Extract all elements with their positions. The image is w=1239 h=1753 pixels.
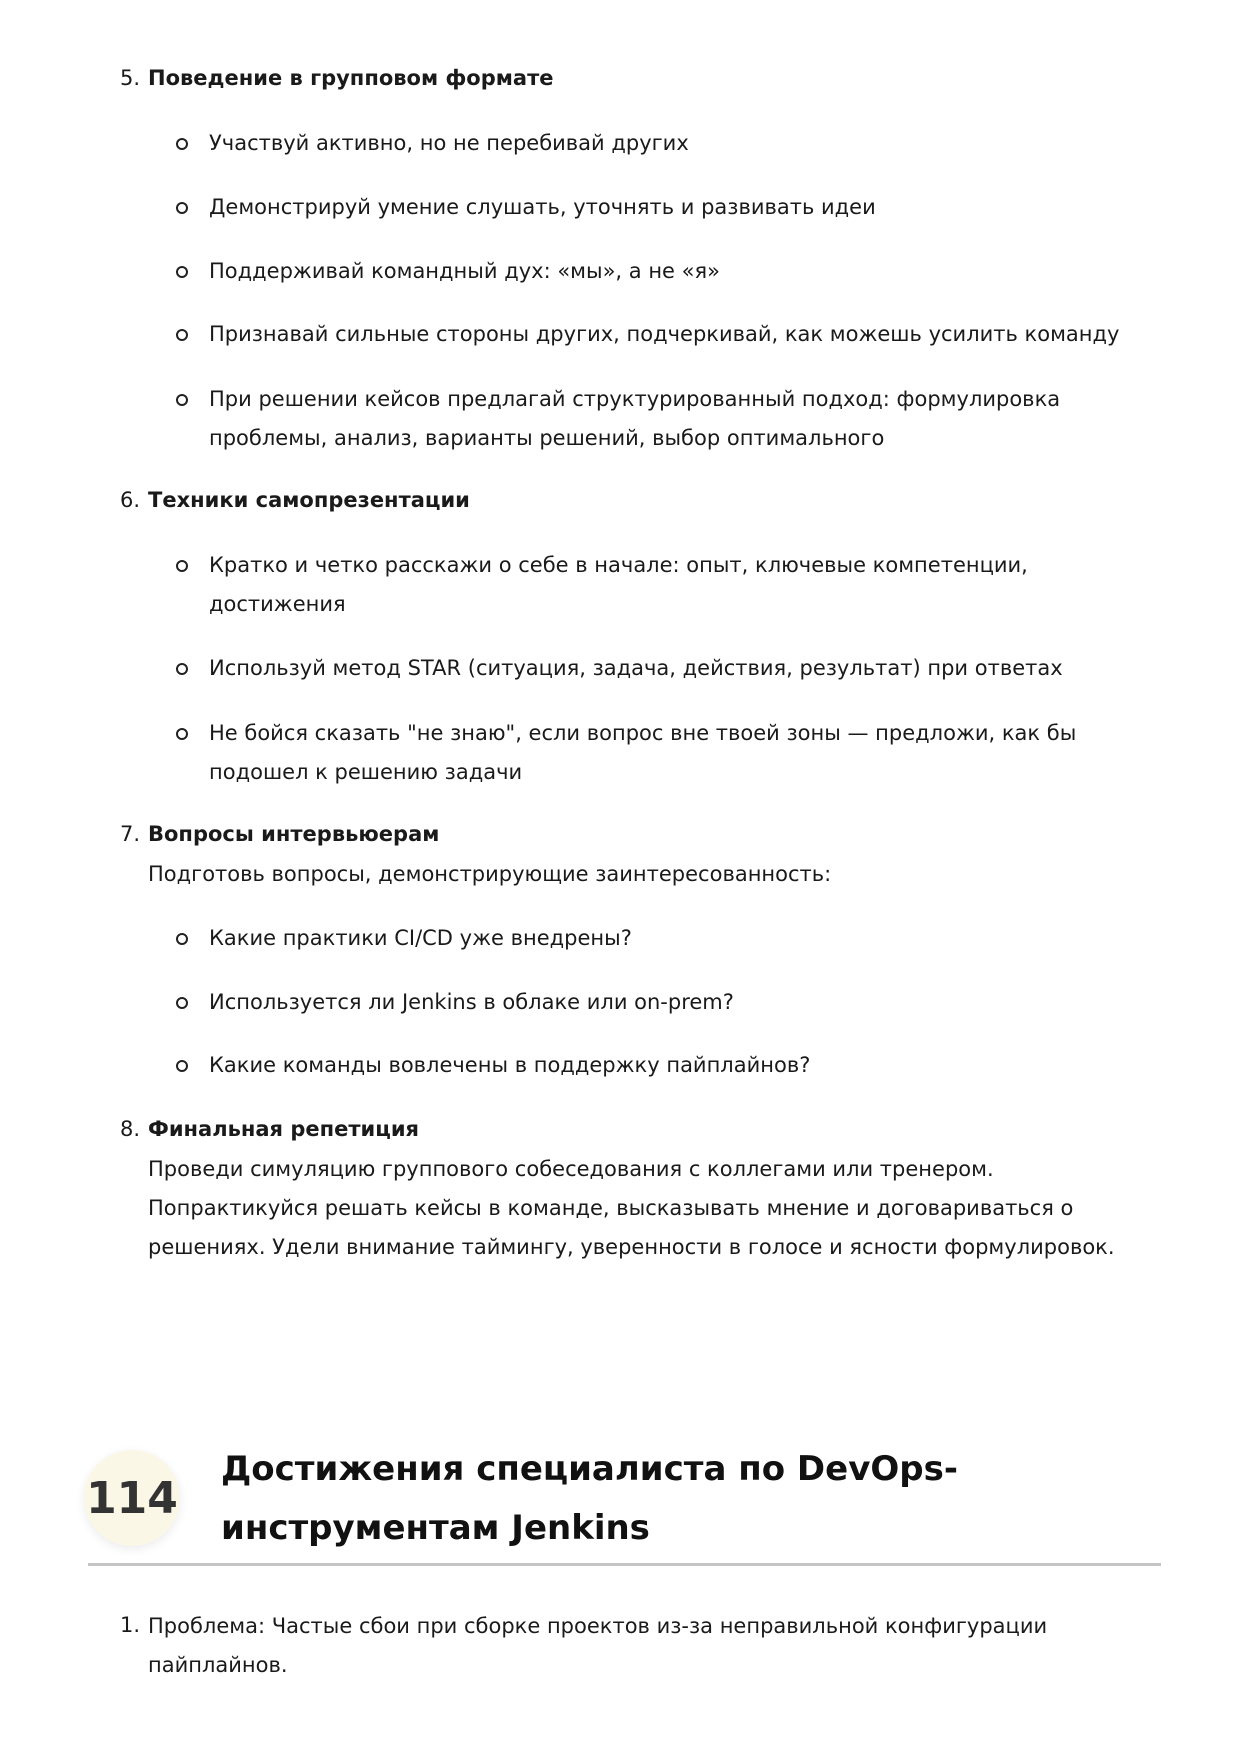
list-number: 5. xyxy=(120,66,141,90)
bullet-item: Используется ли Jenkins в облаке или on-prem? xyxy=(209,990,734,1014)
list-number: 8. xyxy=(120,1117,141,1141)
list-number: 1. xyxy=(120,1613,141,1637)
bullet-icon xyxy=(176,560,188,572)
bullet-item: Не бойся сказать "не знаю", если вопрос вне твоей зоны — предложи, как бы подошел к решению задачи xyxy=(209,721,1077,784)
bullet-icon xyxy=(176,138,188,150)
bullet-icon xyxy=(176,663,188,675)
section-text: Проведи симуляцию группового собеседования с коллегами или тренером. Попрактикуйся решать кейсы в команде, высказывать мнение и договариваться о решениях. Удели внимание таймингу, уверенности в голосе и ясности формулировок. xyxy=(148,1157,1115,1259)
bullet-item: Кратко и четко расскажи о себе в начале: опыт, ключевые компетенции, достижения xyxy=(209,553,1028,616)
bullet-icon xyxy=(176,933,188,945)
bullet-item: Поддерживай командный дух: «мы», а не «я» xyxy=(209,259,720,283)
bullet-icon xyxy=(176,329,188,341)
bullet-item: Демонстрируй умение слушать, уточнять и развивать идеи xyxy=(209,195,876,219)
bullet-item: Признавай сильные стороны других, подчеркивай, как можешь усилить команду xyxy=(209,322,1120,346)
bullet-icon xyxy=(176,1060,188,1072)
bullet-icon xyxy=(176,202,188,214)
list-number: 6. xyxy=(120,488,141,512)
bullet-icon xyxy=(176,266,188,278)
bullet-item: Используй метод STAR (ситуация, задача, действия, результат) при ответах xyxy=(209,656,1063,680)
bullet-item: Какие практики CI/CD уже внедрены? xyxy=(209,926,632,950)
section-heading: Вопросы интервьюерам xyxy=(148,822,440,846)
section-heading: Финальная репетиция xyxy=(148,1117,420,1141)
bullet-icon xyxy=(176,394,188,406)
bullet-item: Какие команды вовлечены в поддержку пайплайнов? xyxy=(209,1053,811,1077)
bullet-item: Участвуй активно, но не перебивай других xyxy=(209,131,689,155)
bullet-icon xyxy=(176,728,188,740)
chapter-number-badge: 114 xyxy=(84,1450,180,1546)
divider xyxy=(88,1563,1161,1566)
list-number: 7. xyxy=(120,822,141,846)
chapter-title: Достижения специалиста по DevOps-инструментам Jenkins xyxy=(221,1449,958,1548)
bullet-item: При решении кейсов предлагай структурированный подход: формулировка проблемы, анализ, варианты решений, выбор оптимального xyxy=(209,387,1061,450)
section-text: Подготовь вопросы, демонстрирующие заинтересованность: xyxy=(148,862,832,886)
list-item-text: Проблема: Частые сбои при сборке проектов из-за неправильной конфигурации пайплайнов. xyxy=(148,1614,1048,1677)
section-heading: Техники самопрезентации xyxy=(148,488,470,512)
section-heading: Поведение в групповом формате xyxy=(148,66,554,90)
bullet-icon xyxy=(176,997,188,1009)
